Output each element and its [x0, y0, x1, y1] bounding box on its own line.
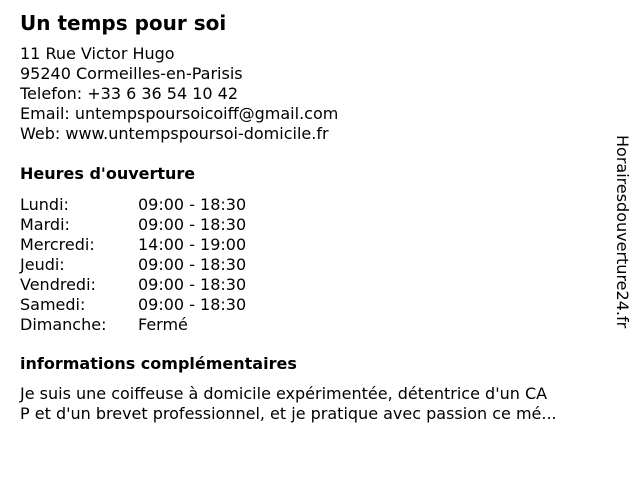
day-label: Mardi: — [20, 215, 70, 234]
day-hours: 09:00 - 18:30 — [138, 275, 247, 294]
day-hours: 14:00 - 19:00 — [138, 235, 247, 254]
site-watermark: Horairesdouverture24.fr — [613, 135, 632, 329]
day-label: Lundi: — [20, 195, 69, 214]
day-label: Samedi: — [20, 295, 86, 314]
hours-row-samedi — [20, 295, 320, 315]
day-hours: 09:00 - 18:30 — [138, 215, 247, 234]
hours-row-lundi — [20, 195, 320, 215]
phone-text: Telefon: +33 6 36 54 10 42 — [20, 84, 239, 103]
description-line: Je suis une coiffeuse à domicile expérimentée, détentrice d'un CA — [20, 384, 548, 403]
address-street: 11 Rue Victor Hugo — [20, 44, 175, 63]
hours-row-mardi — [20, 215, 320, 235]
day-label: Mercredi: — [20, 235, 95, 254]
hours-row-mercredi — [20, 235, 320, 255]
day-hours: Fermé — [138, 315, 188, 334]
email-text: Email: untempspoursoicoiff@gmail.com — [20, 104, 339, 123]
additional-info-heading: informations complémentaires — [20, 354, 297, 373]
day-hours: 09:00 - 18:30 — [138, 195, 247, 214]
day-label: Vendredi: — [20, 275, 96, 294]
description-line: P et d'un brevet professionnel, et je pratique avec passion ce mé... — [20, 404, 557, 423]
day-label: Jeudi: — [20, 255, 65, 274]
contact-block — [20, 44, 338, 144]
opening-hours-heading: Heures d'ouverture — [20, 164, 196, 183]
address-city: 95240 Cormeilles-en-Parisis — [20, 64, 243, 83]
day-hours: 09:00 - 18:30 — [138, 255, 247, 274]
additional-info-text — [20, 384, 610, 424]
opening-hours-table — [20, 195, 320, 335]
business-name: Un temps pour soi — [20, 11, 227, 35]
web-text: Web: www.untempspoursoi-domicile.fr — [20, 124, 329, 143]
hours-row-vendredi — [20, 275, 320, 295]
hours-row-jeudi — [20, 255, 320, 275]
hours-row-dimanche — [20, 315, 320, 335]
day-hours: 09:00 - 18:30 — [138, 295, 247, 314]
day-label: Dimanche: — [20, 315, 107, 334]
